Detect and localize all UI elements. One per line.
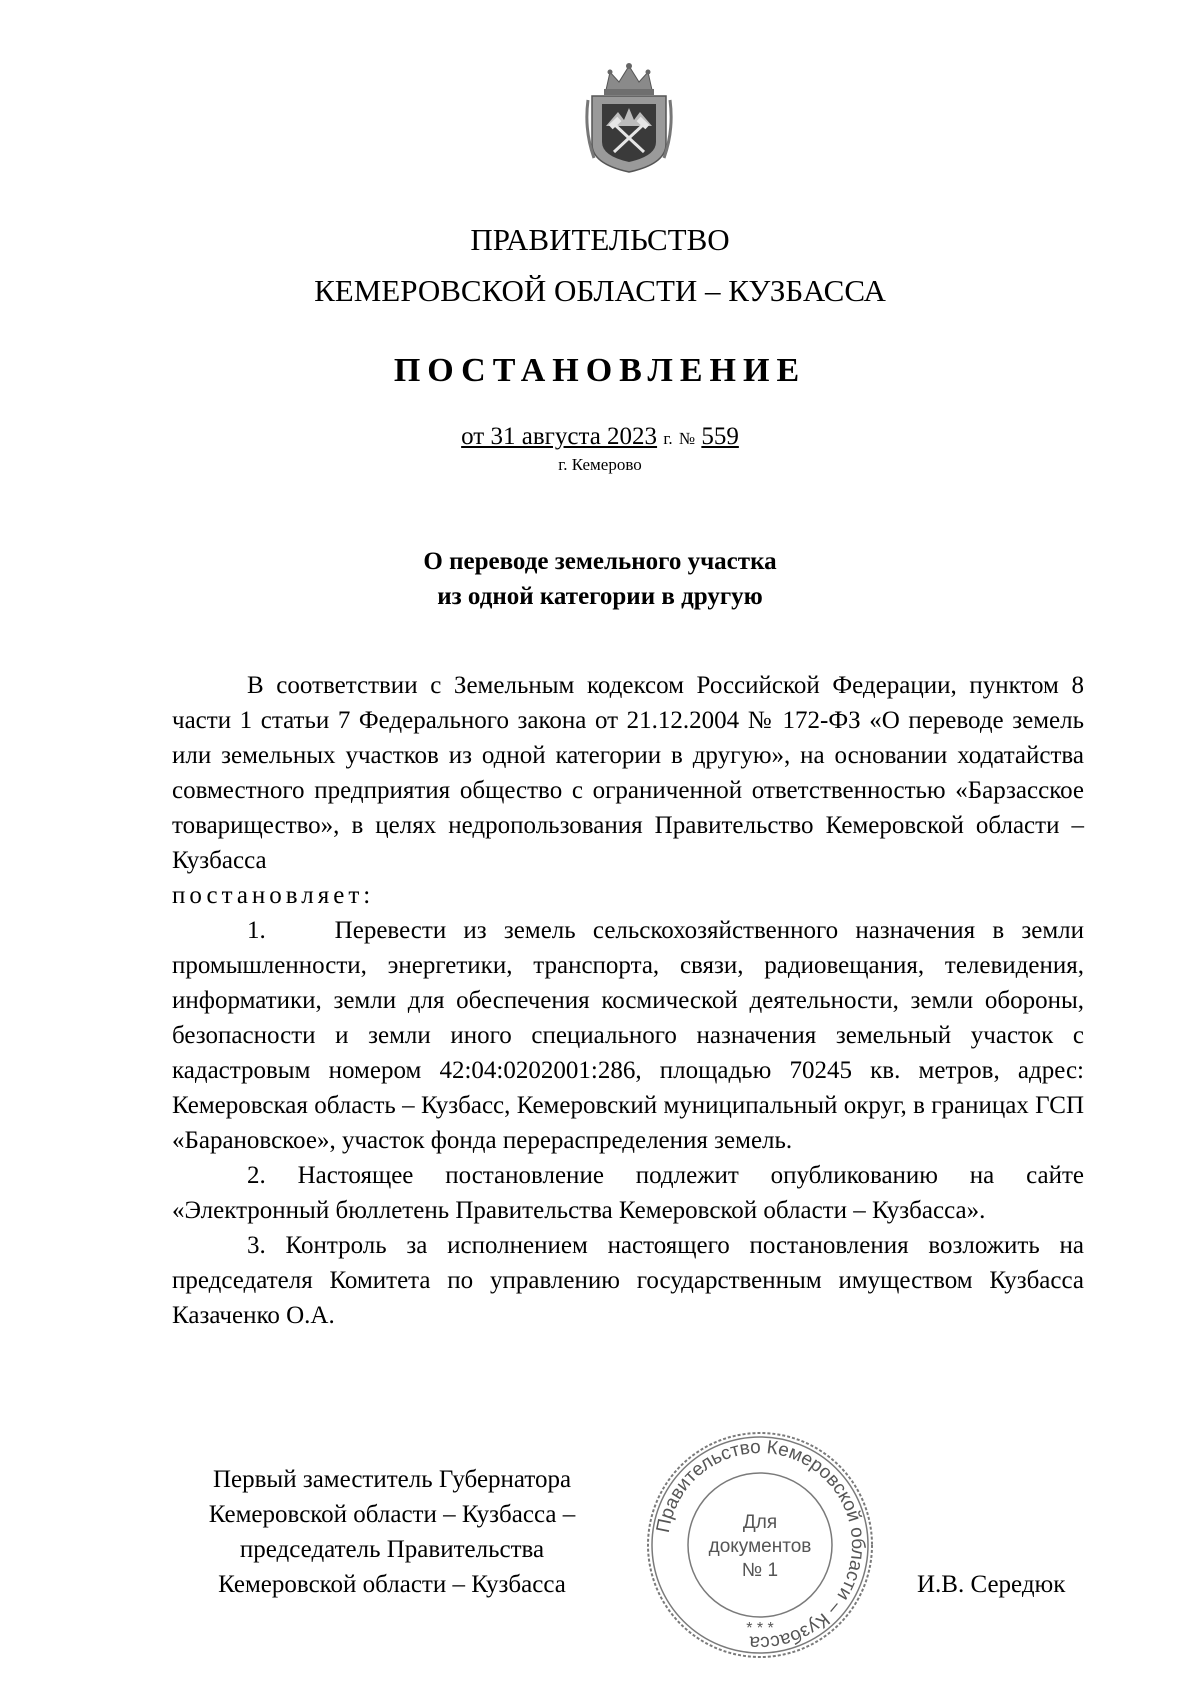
document-number: 559 bbox=[701, 423, 739, 450]
signer-name: И.В. Середюк bbox=[917, 1571, 1066, 1598]
document-date-number bbox=[0, 422, 1200, 454]
stamp-stars: * * * bbox=[746, 1620, 774, 1637]
stamp-ring-text: Правительство Кемеровской области – Кузбасса bbox=[652, 1436, 869, 1654]
org-title-line2: КЕМЕРОВСКОЙ ОБЛАСТИ – КУЗБАССА bbox=[314, 273, 886, 308]
document-type: ПОСТАНОВЛЕНИЕ bbox=[393, 352, 807, 389]
subject-line2: из одной категории в другую bbox=[437, 583, 763, 610]
document-subject bbox=[0, 544, 1200, 614]
item-1-paragraph: 1. Перевести из земель сельскохозяйственного назначения в земли промышленности, энергетики, транспорта, связи, радиовещания, телевидения, информатики, земли для обеспечения космической деятельности, земли обороны, безопасности и земли иного специального назначения земельный участок с кадастровым номером 42:04:0202001:286, площадью 70245 кв. метров, адрес: Кемеровская область – Кузбасс, Кемеровский муниципальный округ, в границах ГСП «Барановское», участок фонда перераспределения земель. bbox=[172, 917, 1084, 1154]
stamp-center-line3: № 1 bbox=[741, 1560, 779, 1581]
resolves-word: постановляет: bbox=[172, 882, 375, 909]
signer-position-line1: Первый заместитель Губернатора bbox=[212, 1466, 572, 1493]
year-suffix: г. bbox=[663, 429, 673, 448]
signer-position-line2: Кемеровской области – Кузбасса – bbox=[208, 1501, 576, 1528]
preamble-paragraph: В соответствии с Земельным кодексом Российской Федерации, пунктом 8 части 1 статьи 7 Федерального закона от 21.12.2004 № 172-ФЗ «О переводе земель или земельных участков из одной категории в другую», на основании ходатайства совместного предприятия общество с ограниченной ответственностью «Барзасское товарищество», в целях недропользования Правительство Кемеровской области – Кузбасса bbox=[172, 672, 1084, 874]
signer-position-line3: председатель Правительства bbox=[239, 1536, 545, 1563]
document-city: г. Кемерово bbox=[558, 455, 642, 474]
document-date: от 31 августа 2023 bbox=[461, 423, 658, 450]
number-sign: № bbox=[678, 429, 696, 448]
item-3-paragraph: 3. Контроль за исполнением настоящего постановления возложить на председателя Комитета по управлению государственным имуществом Кузбасса Казаченко О.А. bbox=[172, 1232, 1084, 1329]
stamp-center-line1: Для bbox=[742, 1512, 778, 1533]
signer-position bbox=[172, 1462, 612, 1602]
stamp-center-line2: документов bbox=[708, 1536, 812, 1557]
item-2-paragraph: 2. Настоящее постановление подлежит опубликованию на сайте «Электронный бюллетень Правительства Кемеровской области – Кузбасса». bbox=[172, 1162, 1084, 1224]
org-title-line1: ПРАВИТЕЛЬСТВО bbox=[470, 222, 730, 257]
subject-line1: О переводе земельного участка bbox=[423, 548, 777, 575]
signer-position-line4: Кемеровской области – Кузбасса bbox=[218, 1571, 566, 1598]
official-stamp bbox=[645, 1430, 875, 1660]
kuzbass-coat-of-arms-icon bbox=[584, 60, 674, 176]
document-body bbox=[172, 668, 1084, 1333]
